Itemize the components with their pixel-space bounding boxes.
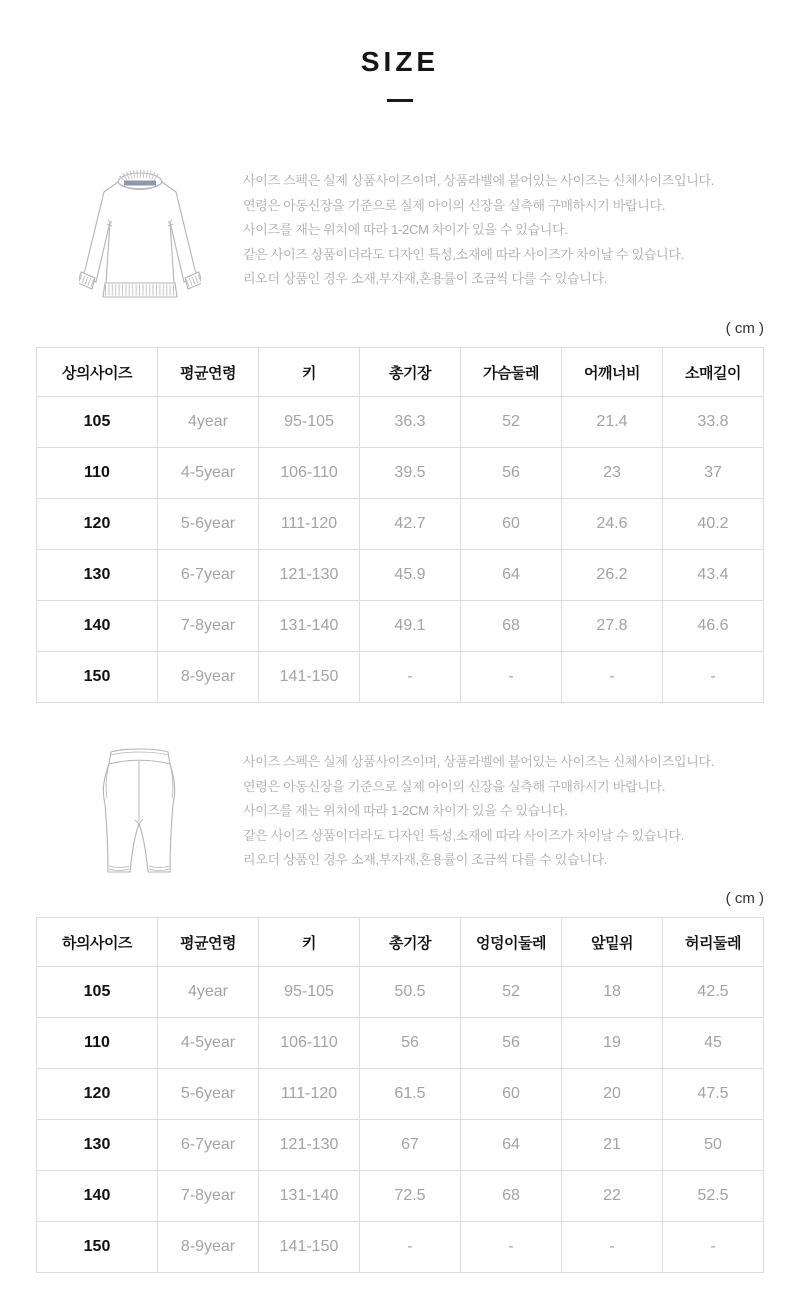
bottom-size-section xyxy=(36,746,764,1273)
size-cell: 130 xyxy=(37,1120,158,1171)
value-cell: 20 xyxy=(562,1069,663,1120)
table-row xyxy=(37,499,764,550)
value-cell: 64 xyxy=(461,1120,562,1171)
value-cell: 52 xyxy=(461,397,562,448)
value-cell: 6-7year xyxy=(158,550,259,601)
value-cell: 22 xyxy=(562,1171,663,1222)
value-cell: 111-120 xyxy=(259,1069,360,1120)
header-row xyxy=(37,348,764,397)
column-header: 키 xyxy=(259,348,360,397)
value-cell: 72.5 xyxy=(360,1171,461,1222)
value-cell: 4year xyxy=(158,967,259,1018)
table-row xyxy=(37,448,764,499)
table-row xyxy=(37,601,764,652)
size-notes xyxy=(243,746,764,873)
value-cell: 67 xyxy=(360,1120,461,1171)
value-cell: 33.8 xyxy=(663,397,764,448)
value-cell: 49.1 xyxy=(360,601,461,652)
value-cell: 111-120 xyxy=(259,499,360,550)
value-cell: 4-5year xyxy=(158,448,259,499)
value-cell: 46.6 xyxy=(663,601,764,652)
size-cell: 150 xyxy=(37,1222,158,1273)
value-cell: 131-140 xyxy=(259,601,360,652)
value-cell: - xyxy=(360,1222,461,1273)
value-cell: 36.3 xyxy=(360,397,461,448)
value-cell: 6-7year xyxy=(158,1120,259,1171)
content xyxy=(36,165,764,1273)
value-cell: 37 xyxy=(663,448,764,499)
note-line: 같은 사이즈 상품이더라도 디자인 특성,소재에 따라 사이즈가 차이날 수 있습니다. xyxy=(243,827,684,843)
value-cell: 7-8year xyxy=(158,601,259,652)
value-cell: 131-140 xyxy=(259,1171,360,1222)
top-info-row xyxy=(36,165,764,312)
value-cell: 56 xyxy=(360,1018,461,1069)
note-line: 리오더 상품인 경우 소재,부자재,혼용률이 조금씩 다를 수 있습니다. xyxy=(243,271,608,287)
value-cell: 121-130 xyxy=(259,1120,360,1171)
value-cell: 68 xyxy=(461,1171,562,1222)
table-row xyxy=(37,967,764,1018)
value-cell: - xyxy=(461,652,562,703)
size-cell: 120 xyxy=(37,499,158,550)
size-cell: 120 xyxy=(37,1069,158,1120)
value-cell: 68 xyxy=(461,601,562,652)
column-header: 어깨너비 xyxy=(562,348,663,397)
value-cell: 95-105 xyxy=(259,967,360,1018)
value-cell: 8-9year xyxy=(158,652,259,703)
value-cell: 121-130 xyxy=(259,550,360,601)
value-cell: 18 xyxy=(562,967,663,1018)
bottom-info-row xyxy=(36,746,764,882)
value-cell: 43.4 xyxy=(663,550,764,601)
value-cell: 52.5 xyxy=(663,1171,764,1222)
value-cell: 4-5year xyxy=(158,1018,259,1069)
value-cell: - xyxy=(360,652,461,703)
value-cell: - xyxy=(562,1222,663,1273)
value-cell: 45.9 xyxy=(360,550,461,601)
size-notes xyxy=(243,165,764,292)
value-cell: 42.5 xyxy=(663,967,764,1018)
column-header: 평균연령 xyxy=(158,348,259,397)
column-header: 엉덩이둘레 xyxy=(461,918,562,967)
note-line: 같은 사이즈 상품이더라도 디자인 특성,소재에 따라 사이즈가 차이날 수 있습니다. xyxy=(243,246,684,262)
table-row xyxy=(37,1120,764,1171)
column-header: 허리둘레 xyxy=(663,918,764,967)
column-header: 상의사이즈 xyxy=(37,348,158,397)
value-cell: 52 xyxy=(461,967,562,1018)
value-cell: 26.2 xyxy=(562,550,663,601)
table-row xyxy=(37,397,764,448)
note-line: 사이즈 스펙은 실제 상품사이즈이며, 상품라벨에 붙어있는 사이즈는 신체사이즈입니다. xyxy=(243,754,715,769)
value-cell: 106-110 xyxy=(259,448,360,499)
note-line: 연령은 아동신장을 기준으로 실제 아이의 신장을 실측해 구매하시기 바랍니다. xyxy=(243,197,666,213)
top-size-table xyxy=(36,347,764,703)
size-cell: 110 xyxy=(37,1018,158,1069)
size-cell: 140 xyxy=(37,1171,158,1222)
size-cell: 110 xyxy=(37,448,158,499)
table-row xyxy=(37,1171,764,1222)
value-cell: 50 xyxy=(663,1120,764,1171)
size-cell: 130 xyxy=(37,550,158,601)
value-cell: 42.7 xyxy=(360,499,461,550)
value-cell: 60 xyxy=(461,1069,562,1120)
table-row xyxy=(37,550,764,601)
size-cell: 105 xyxy=(37,397,158,448)
value-cell: 5-6year xyxy=(158,1069,259,1120)
value-cell: 95-105 xyxy=(259,397,360,448)
value-cell: 7-8year xyxy=(158,1171,259,1222)
value-cell: 39.5 xyxy=(360,448,461,499)
column-header: 총기장 xyxy=(360,918,461,967)
note-line: 사이즈 스펙은 실제 상품사이즈이며, 상품라벨에 붙어있는 사이즈는 신체사이즈입니다. xyxy=(243,173,715,188)
column-header: 키 xyxy=(259,918,360,967)
column-header: 앞밑위 xyxy=(562,918,663,967)
value-cell: 5-6year xyxy=(158,499,259,550)
unit-label: ( cm ) xyxy=(725,890,764,907)
note-line: 리오더 상품인 경우 소재,부자재,혼용률이 조금씩 다를 수 있습니다. xyxy=(243,852,608,868)
note-line: 사이즈를 재는 위치에 따라 1-2CM 차이가 있을 수 있습니다. xyxy=(243,222,568,238)
table-row xyxy=(37,652,764,703)
sweater-icon xyxy=(36,165,243,312)
value-cell: 21 xyxy=(562,1120,663,1171)
value-cell: 40.2 xyxy=(663,499,764,550)
value-cell: 4year xyxy=(158,397,259,448)
value-cell: 141-150 xyxy=(259,1222,360,1273)
size-cell: 105 xyxy=(37,967,158,1018)
column-header: 하의사이즈 xyxy=(37,918,158,967)
table-row xyxy=(37,1222,764,1273)
value-cell: - xyxy=(663,652,764,703)
note-line: 연령은 아동신장을 기준으로 실제 아이의 신장을 실측해 구매하시기 바랍니다. xyxy=(243,778,666,794)
value-cell: 27.8 xyxy=(562,601,663,652)
value-cell: 141-150 xyxy=(259,652,360,703)
value-cell: 56 xyxy=(461,1018,562,1069)
value-cell: 47.5 xyxy=(663,1069,764,1120)
pants-icon xyxy=(36,746,243,882)
column-header: 가슴둘레 xyxy=(461,348,562,397)
column-header: 평균연령 xyxy=(158,918,259,967)
title-divider xyxy=(387,99,413,102)
table-row xyxy=(37,1018,764,1069)
unit-label: ( cm ) xyxy=(725,320,764,337)
value-cell: 64 xyxy=(461,550,562,601)
value-cell: - xyxy=(562,652,663,703)
value-cell: - xyxy=(663,1222,764,1273)
value-cell: 45 xyxy=(663,1018,764,1069)
value-cell: 60 xyxy=(461,499,562,550)
value-cell: 23 xyxy=(562,448,663,499)
value-cell: 106-110 xyxy=(259,1018,360,1069)
value-cell: 21.4 xyxy=(562,397,663,448)
page-title: SIZE xyxy=(360,46,440,77)
value-cell: - xyxy=(461,1222,562,1273)
size-cell: 140 xyxy=(37,601,158,652)
bottom-size-table xyxy=(36,917,764,1273)
table-row xyxy=(37,1069,764,1120)
column-header: 소매길이 xyxy=(663,348,764,397)
value-cell: 50.5 xyxy=(360,967,461,1018)
value-cell: 19 xyxy=(562,1018,663,1069)
size-cell: 150 xyxy=(37,652,158,703)
top-size-section xyxy=(36,165,764,703)
value-cell: 24.6 xyxy=(562,499,663,550)
column-header: 총기장 xyxy=(360,348,461,397)
note-line: 사이즈를 재는 위치에 따라 1-2CM 차이가 있을 수 있습니다. xyxy=(243,803,568,819)
header-row xyxy=(37,918,764,967)
value-cell: 56 xyxy=(461,448,562,499)
value-cell: 61.5 xyxy=(360,1069,461,1120)
value-cell: 8-9year xyxy=(158,1222,259,1273)
